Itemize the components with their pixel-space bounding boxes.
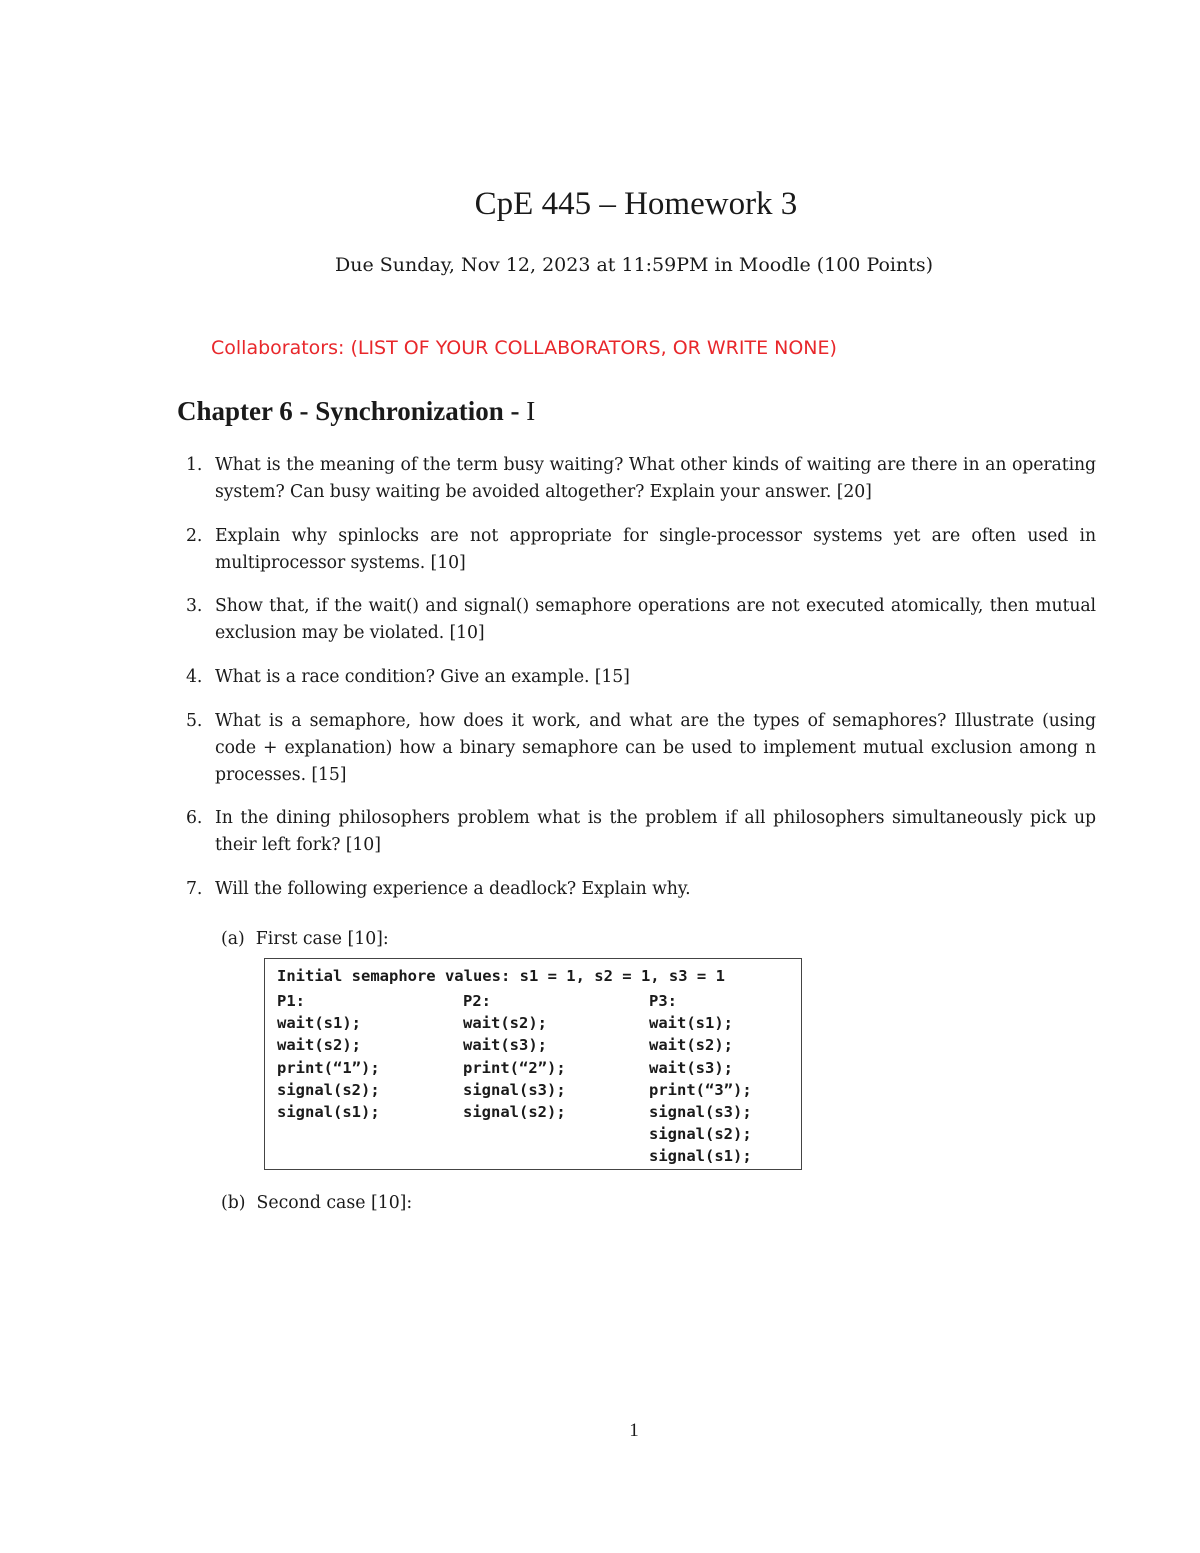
question-3 [186,593,1096,647]
subpart-b [221,1190,412,1217]
document-title: CpE 445 – Homework 3 [474,186,798,222]
subpart-a [221,926,389,953]
question-text: Will the following experience a deadlock? Explain why. [215,879,691,899]
question-6 [186,805,1096,859]
code-box [264,958,802,1170]
question-7 [186,876,1096,903]
chapter-roman-numeral: I [526,396,536,426]
question-number: 2. [186,526,203,546]
code-header: Initial semaphore values: s1 = 1, s2 = 1, s3 = 1 [277,967,725,985]
code-column-p3: P3: wait(s1); wait(s2); wait(s3); print(“3”); signal(s3); signal(s2); signal(s1); [649,992,752,1166]
question-text: What is a semaphore, how does it work, and what are the types of semaphores? Illustrate (using code + explanation) how a binary semaphore can be used to implement mutual exclusion among n processes. [15] [215,711,1096,785]
question-text: In the dining philosophers problem what is the problem if all philosophers simultaneously pick up their left fork? [10] [215,808,1096,855]
question-number: 7. [186,879,203,899]
question-2 [186,523,1096,577]
question-text: Show that, if the wait() and signal() semaphore operations are not executed atomically, then mutual exclusion may be violated. [10] [215,596,1096,643]
code-column-p2: P2: wait(s2); wait(s3); print(“2”); signal(s3); signal(s2); [463,992,566,1122]
code-column-p1: P1: wait(s1); wait(s2); print(“1”); signal(s2); signal(s1); [277,992,380,1122]
due-date: Due Sunday, Nov 12, 2023 at 11:59PM in Moodle (100 Points) [334,254,934,276]
question-number: 3. [186,596,203,616]
question-text: What is the meaning of the term busy waiting? What other kinds of waiting are there in an operating system? Can busy waiting be avoided altogether? Explain your answer. [20] [215,455,1096,502]
question-text: Explain why spinlocks are not appropriate for single-processor systems yet are often used in multiprocessor systems. [10] [215,526,1096,573]
question-number: 6. [186,808,203,828]
subpart-label: (a) [221,929,245,949]
question-number: 4. [186,667,203,687]
question-1 [186,452,1096,506]
question-number: 5. [186,711,203,731]
subpart-text: Second case [10]: [256,1193,413,1213]
collaborators-line: Collaborators: (LIST OF YOUR COLLABORATORS, OR WRITE NONE) [211,337,837,359]
subpart-text: First case [10]: [255,929,389,949]
subpart-label: (b) [221,1193,246,1213]
question-number: 1. [186,455,203,475]
question-4 [186,664,1096,691]
chapter-title: Chapter 6 - Synchronization - [177,396,527,426]
chapter-heading [177,396,535,427]
question-text: What is a race condition? Give an example. [15] [215,667,630,687]
page-number: 1 [629,1420,639,1441]
question-5 [186,708,1096,789]
